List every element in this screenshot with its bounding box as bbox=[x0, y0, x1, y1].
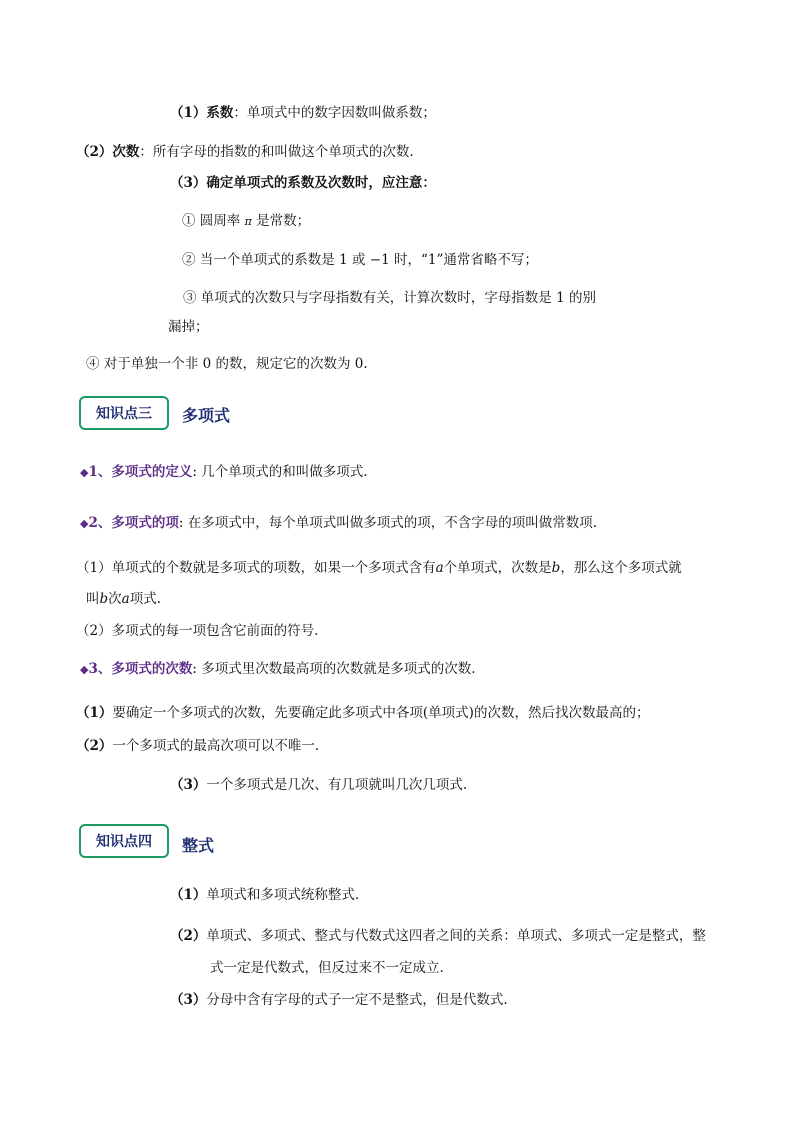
item3-text: : 多项式里次数最高项的次数就是多项式的次数. bbox=[192, 661, 476, 677]
deg-term: 次数 bbox=[112, 144, 140, 160]
note3-mark: ③ bbox=[183, 290, 197, 306]
note1-mark: ① bbox=[182, 213, 196, 229]
degree-q3 bbox=[170, 776, 467, 794]
polynomial-terms bbox=[80, 514, 597, 533]
p1-text-b: 个单项式，次数是 bbox=[443, 560, 552, 576]
q2-text: 一个多项式的最高次项可以不唯一. bbox=[112, 738, 320, 754]
monomial-note-title: （3）确定单项式的系数及次数时，应注意： bbox=[170, 175, 436, 191]
q3-num: （3） bbox=[170, 777, 207, 793]
r1-num: （1） bbox=[170, 887, 207, 903]
polynomial-terms-p2: （2）多项式的每一项包含它前面的符号. bbox=[76, 623, 319, 639]
r1-text: 单项式和多项式统称整式. bbox=[206, 887, 360, 903]
monomial-coefficient-line bbox=[170, 104, 436, 122]
integral-r2-cont: 式一定是代数式，但反过来不一定成立. bbox=[210, 960, 444, 976]
monomial-note-2 bbox=[182, 251, 538, 269]
monomial-note-4 bbox=[86, 355, 368, 373]
p1-l2-e: 项式. bbox=[129, 591, 162, 607]
item2-label: 2、多项式的项 bbox=[88, 515, 179, 531]
p1-l2-a: 叫 bbox=[86, 591, 100, 607]
p1-text-a: （1）单项式的个数就是多项式的项数，如果一个多项式含有 bbox=[76, 560, 436, 576]
coef-num: （1） bbox=[170, 105, 207, 121]
r2-num: （2） bbox=[170, 928, 207, 944]
integral-r1 bbox=[170, 886, 359, 904]
q2-num: （2） bbox=[76, 738, 113, 754]
p1-l2-c: 次 bbox=[108, 591, 122, 607]
polynomial-degree bbox=[80, 660, 476, 679]
integral-r3 bbox=[170, 991, 508, 1009]
note2-mark: ② bbox=[182, 252, 196, 268]
pi-symbol: π bbox=[244, 215, 252, 228]
item3-label: 3、多项式的次数 bbox=[88, 661, 193, 677]
p1-l2-var-b: b bbox=[99, 591, 109, 607]
degree-q2 bbox=[76, 737, 319, 755]
deg-num: （2） bbox=[76, 144, 113, 160]
diamond-bullet-icon: ◆ bbox=[80, 466, 89, 479]
polynomial-definition bbox=[80, 463, 368, 482]
p1-text-c: ，那么这个多项式就 bbox=[560, 560, 682, 576]
monomial-note-3-cont: 漏掉； bbox=[168, 319, 209, 335]
note1-a: 圆周率 bbox=[199, 213, 241, 229]
section4-title: 整式 bbox=[182, 836, 215, 855]
var-a: a bbox=[435, 560, 444, 576]
section4-box: 知识点四 bbox=[79, 824, 169, 858]
note3-line1: 单项式的次数只与字母指数有关，计算次数时，字母指数是 1 的别 bbox=[200, 290, 596, 306]
r2-line1: 单项式、多项式、整式与代数式这四者之间的关系：单项式、多项式一定是整式，整 bbox=[206, 928, 706, 944]
note4-mark: ④ bbox=[86, 356, 100, 372]
degree-q1 bbox=[76, 704, 649, 722]
monomial-note-1 bbox=[182, 212, 310, 231]
diamond-bullet-icon: ◆ bbox=[80, 663, 89, 676]
diamond-bullet-icon: ◆ bbox=[80, 517, 89, 530]
var-b: b bbox=[551, 560, 561, 576]
note1-b: 是常数； bbox=[256, 213, 311, 229]
q1-num: （1） bbox=[76, 705, 113, 721]
monomial-note-3 bbox=[183, 289, 596, 307]
coef-term: 系数 bbox=[206, 105, 234, 121]
item1-label: 1、多项式的定义 bbox=[88, 464, 193, 480]
p1-l2-var-a: a bbox=[121, 591, 130, 607]
item1-text: : 几个单项式的和叫做多项式. bbox=[192, 464, 368, 480]
note4-text: 对于单独一个非 0 的数，规定它的次数为 0. bbox=[103, 356, 368, 372]
section3-title: 多项式 bbox=[182, 406, 231, 425]
r3-text: 分母中含有字母的式子一定不是整式，但是代数式. bbox=[206, 992, 508, 1008]
polynomial-terms-p1 bbox=[76, 559, 682, 577]
q3-text: 一个多项式是几次、有几项就叫几次几项式. bbox=[206, 777, 468, 793]
monomial-degree-line bbox=[76, 143, 414, 161]
deg-text: ：所有字母的指数的和叫做这个单项式的次数. bbox=[139, 144, 414, 160]
polynomial-terms-p1-cont bbox=[86, 590, 161, 608]
integral-r2 bbox=[170, 927, 706, 945]
section3-box: 知识点三 bbox=[79, 396, 169, 430]
coef-text: ：单项式中的数字因数叫做系数； bbox=[233, 105, 436, 121]
q1-text: 要确定一个多项式的次数，先要确定此多项式中各项(单项式)的次数，然后找次数最高的； bbox=[112, 705, 650, 721]
item2-text: : 在多项式中，每个单项式叫做多项式的项，不含字母的项叫做常数项. bbox=[178, 515, 598, 531]
note2-text: 当一个单项式的系数是 1 或 −1 时，“1”通常省略不写； bbox=[199, 252, 538, 268]
r3-num: （3） bbox=[170, 992, 207, 1008]
